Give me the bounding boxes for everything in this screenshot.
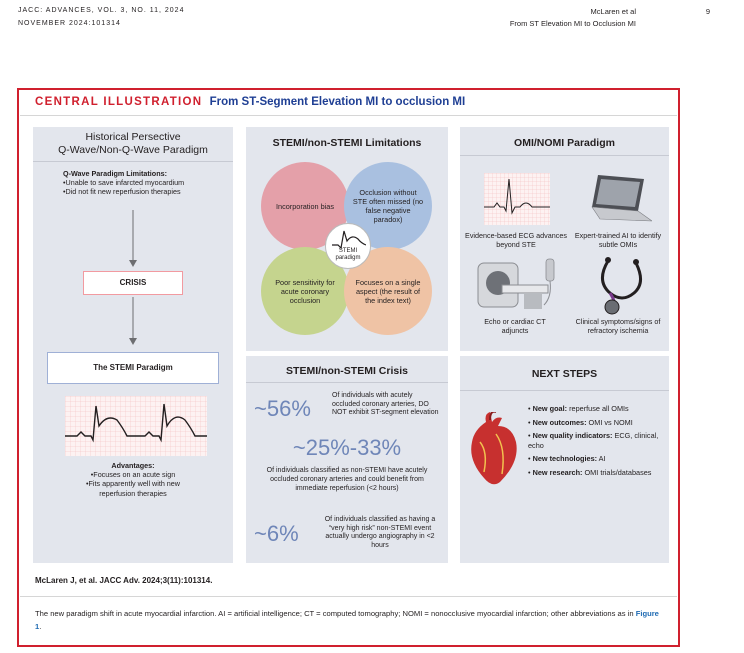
stat-56-text: Of individuals with acutely occluded coronary arteries, DO NOT exhibit ST-segment elevation	[332, 392, 439, 416]
advantages-list	[33, 461, 233, 498]
advantage-item: •Fits apparently well with new	[86, 479, 180, 489]
crisis-heading: STEMI/non-STEMI Crisis	[286, 365, 408, 377]
advantage-item: reperfusion therapies	[99, 488, 167, 498]
ai-label: Expert-trained AI to identify subtle OMIs	[574, 231, 662, 250]
next-steps-heading: NEXT STEPS	[531, 368, 598, 380]
running-title: From ST Elevation MI to Occlusion MI	[509, 19, 636, 28]
ct-scanner-icon	[474, 257, 560, 315]
stat-25-33-text: Of individuals classified as non-STEMI have acutely occluded coronary arteries and could benefit from immediate reperfusion (<2 hours)	[266, 467, 428, 492]
stemi-paradigm-center	[325, 223, 371, 269]
authors: McLaren et al	[590, 7, 636, 16]
caption-text: The new paradigm shift in acute myocardial infarction. AI = artificial intelligence; CT = computed tomography; NOMI = nonocclusive myocardial infarction; other abbreviations as in	[35, 609, 636, 618]
stat-56-value: ~56%	[254, 396, 311, 421]
laptop-icon	[586, 173, 652, 225]
down-arrow-icon	[128, 297, 138, 347]
next-steps-panel	[460, 356, 669, 563]
next-steps-list	[528, 404, 664, 481]
next-step-item: • New goal: reperfuse all OMIs	[528, 404, 629, 413]
journal-line: JACC: ADVANCES, VOL. 3, NO. 11, 2024	[18, 7, 185, 14]
illustration-tag: CENTRAL ILLUSTRATION	[35, 96, 203, 108]
omi-heading: OMI/NOMI Paradigm	[514, 137, 615, 149]
caption-end: .	[39, 621, 42, 631]
historical-panel	[33, 127, 233, 563]
limitations-heading: STEMI/non-STEMI Limitations	[272, 137, 422, 149]
omi-panel	[460, 127, 669, 351]
next-step-item: • New technologies: AI	[528, 454, 606, 463]
title-divider	[20, 115, 677, 116]
incorporation-bias-circle: Incorporation bias	[261, 162, 349, 250]
page-number: 9	[705, 7, 710, 16]
illustration-title	[35, 96, 465, 108]
stemi-paradigm-box: The STEMI Paradigm	[47, 352, 219, 384]
next-step-item: • New research: OMI trials/databases	[528, 467, 652, 477]
center-label-line1: STEMI	[338, 248, 358, 254]
historical-heading-line2: Q-Wave/Non-Q-Wave Paradigm	[58, 144, 208, 156]
stethoscope-icon	[590, 255, 654, 315]
clinical-signs-label: Clinical symptoms/signs of refractory ischemia	[575, 317, 661, 336]
poor-sensitivity-circle: Poor sensitivity for acute coronary occlusion	[261, 247, 349, 335]
caption-divider	[20, 596, 677, 597]
limitations-title: Q-Wave Paradigm Limitations:	[63, 169, 167, 178]
center-label-line2: paradigm	[335, 255, 361, 261]
next-steps-divider	[460, 390, 669, 391]
citation: McLaren J, et al. JACC Adv. 2024;3(11):101314.	[35, 576, 213, 585]
limitation-item: •Unable to save infarcted myocardium	[63, 178, 185, 188]
crisis-panel	[246, 356, 448, 563]
crisis-divider	[246, 382, 448, 383]
illustration-subtitle: From ST-Segment Elevation MI to occlusion MI	[209, 96, 466, 108]
ecg-advances-label: Evidence-based ECG advances beyond STE	[465, 231, 567, 250]
figure-1-link[interactable]: Figure 1	[35, 609, 659, 631]
ecg-strip-icon	[484, 173, 550, 225]
next-step-item: • New quality indicators: ECG, clinical, echo	[528, 431, 659, 450]
historical-divider	[33, 161, 233, 162]
occlusion-missed-circle: Occlusion without STE often missed (no false negative paradox)	[344, 162, 432, 250]
heart-icon	[466, 412, 524, 488]
omi-divider	[460, 155, 669, 156]
figure-caption	[35, 608, 665, 633]
ecg-stemi-strip-icon	[65, 396, 207, 456]
stat-25-33-value: ~25%-33%	[292, 435, 402, 460]
down-arrow-icon	[128, 210, 138, 268]
single-aspect-circle: Focuses on a single aspect (the result of the index text)	[344, 247, 432, 335]
limitation-item: •Did not fit new reperfusion therapies	[63, 187, 181, 197]
echo-ct-label: Echo or cardiac CT adjuncts	[484, 317, 546, 336]
next-step-item: • New outcomes: OMI vs NOMI	[528, 417, 633, 427]
advantage-item: •Focuses on an acute sign	[90, 470, 176, 480]
ecg-waveform-icon	[332, 229, 366, 249]
limitations-list	[63, 169, 223, 197]
central-illustration-frame	[17, 88, 680, 647]
advantages-title: Advantages:	[111, 461, 155, 470]
stat-6-value: ~6%	[254, 521, 299, 546]
date-line: NOVEMBER 2024:101314	[18, 20, 121, 27]
historical-heading-line1: Historical Persective	[85, 131, 181, 143]
crisis-box: CRISIS	[83, 271, 183, 295]
limitations-panel	[246, 127, 448, 351]
stat-6-text: Of individuals classified as having a “very high risk” non-STEMI event actually undergo angiography in <2 hours	[324, 516, 436, 549]
